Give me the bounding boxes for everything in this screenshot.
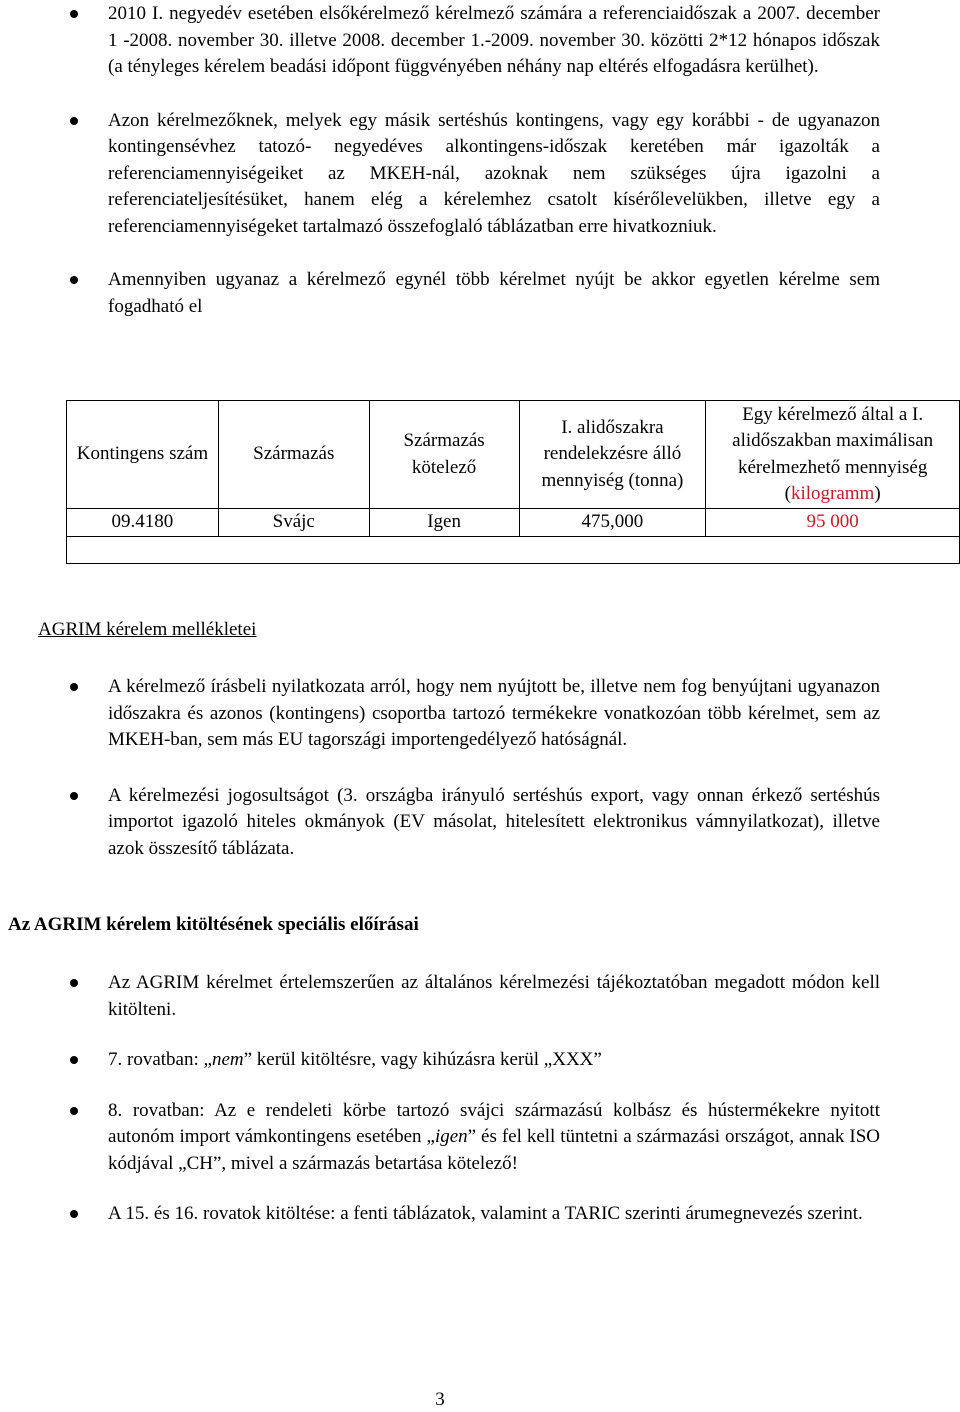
italic-word: igen [434, 1126, 468, 1147]
list-item-text: A kérelmezési jogosultságot (3. országba irányuló sertéshús export, vagy onnan érkező sertéshús importot igazoló hiteles okmányok (EV másolat, hitelesített elektronikus vámnyilatkozat), illetve azok összesítő táblázata. [108, 784, 880, 859]
header-closing-paren: ) [874, 483, 881, 504]
list-item [0, 970, 960, 1023]
bullet-icon [70, 276, 78, 284]
text-part: 7. rovatban: „ [108, 1049, 212, 1070]
text-part: 8. rovatban: Az e rendeleti körbe tartozó svájci származású kolbász és hústermékekre nyitott autonóm import vámkontingens esetében „ [108, 1099, 880, 1147]
attachments-list [0, 674, 960, 862]
list-item-text [108, 1049, 602, 1070]
quota-table [66, 400, 960, 564]
reference-period-list [0, 1, 960, 320]
list-item [0, 674, 960, 754]
table-header-row [67, 401, 960, 509]
header-available-quantity: I. alidőszakra rendelekzésre álló mennyiség (tonna) [519, 401, 706, 509]
bullet-icon [70, 683, 78, 691]
empty-cell [67, 536, 960, 563]
header-quota-number: Kontingens szám [67, 401, 219, 509]
cell-origin-mandatory: Igen [369, 509, 519, 537]
page-number: 3 [435, 1389, 445, 1410]
italic-word: nem [211, 1049, 244, 1070]
header-origin: Származás [218, 401, 369, 509]
header-origin-mandatory: Származás kötelező [369, 401, 519, 509]
list-item-text: A 15. és 16. rovatok kitöltése: a fenti táblázatok, valamint a TARIC szerinti árumegnevezés szerint. [108, 1203, 863, 1224]
list-item [0, 267, 960, 320]
table-empty-row [67, 536, 960, 563]
header-max-quantity [706, 401, 960, 509]
list-item-text: Az AGRIM kérelmet értelemszerűen az általános kérelmezési tájékoztatóban megadott módon kell kitölteni. [108, 972, 880, 1020]
list-item-text: 2010 I. negyedév esetében elsőkérelmező kérelmező számára a referenciaidőszak a 2007. december 1 -2008. november 30. illetve 2008. december 1.-2009. november 30. közötti 2*12 hónapos időszak (a tényleges kérelem beadási időpont függvényében néhány nap eltérés elfogadásra kerülhet). [108, 3, 880, 77]
list-item [0, 1047, 960, 1074]
bullet-icon [70, 792, 78, 800]
attachments-heading: AGRIM kérelem mellékletei [38, 619, 257, 640]
list-item [0, 783, 960, 863]
rules-list [0, 970, 960, 1228]
text-part: ” kerül kitöltésre, vagy kihúzásra kerül „XXX” [243, 1049, 602, 1070]
bullet-icon [70, 979, 78, 987]
bullet-icon [70, 10, 78, 18]
header-unit-kilogram: kilogramm [790, 483, 875, 504]
list-item-text: A kérelmező írásbeli nyilatkozata arról, hogy nem nyújtott be, illetve nem fog benyújtani ugyanazon időszakra és azonos (kontingens) csoportba tartozó termékekre vonatkozóan több kérelmet, sem az MKEH-ban, sem más EU tagországi importengedélyező hatóságnál. [108, 676, 880, 750]
list-item-text: Azon kérelmezőknek, melyek egy másik sertéshús kontingens, vagy egy korábbi - de ugyanazon kontingensévhez tatozó- negyedéves alkontingens-időszak keretében már igazolták a referenciamennyiségeiket az MKEH-nál, azoknak nem szükséges újra igazolni a referenciateljesítésüket, hanem elég a kérelemhez csatolt kísérőlevelükben, illetve egy a referenciamennyiségeket tartalmazó összefoglaló táblázatban erre hivatkozniuk. [108, 109, 880, 237]
cell-available-quantity: 475,000 [519, 509, 706, 537]
list-item [0, 1098, 960, 1178]
header-max-quantity-text: Egy kérelmező által a I. alidőszakban maximálisan kérelmezhető mennyiség ( [732, 403, 934, 504]
cell-origin: Svájc [218, 509, 369, 537]
list-item [0, 1, 960, 81]
text-part: ” és fel kell tüntetni a származási országot, annak ISO kódjával „CH”, mivel a származás betartása kötelező! [108, 1126, 880, 1174]
list-item-text [108, 1100, 880, 1174]
list-item-text: Amennyiben ugyanaz a kérelmező egynél több kérelmet nyújt be akkor egyetlen kérelme sem fogadható el [108, 269, 880, 317]
bullet-icon [70, 1210, 78, 1218]
table-row [67, 509, 960, 537]
list-item [0, 108, 960, 241]
cell-quota-number: 09.4180 [67, 509, 219, 537]
bullet-icon [70, 1107, 78, 1115]
bullet-icon [70, 1056, 78, 1064]
bullet-icon [70, 117, 78, 125]
rules-heading: Az AGRIM kérelem kitöltésének speciális előírásai [8, 914, 419, 935]
cell-max-quantity: 95 000 [706, 509, 960, 537]
list-item [0, 1201, 960, 1228]
